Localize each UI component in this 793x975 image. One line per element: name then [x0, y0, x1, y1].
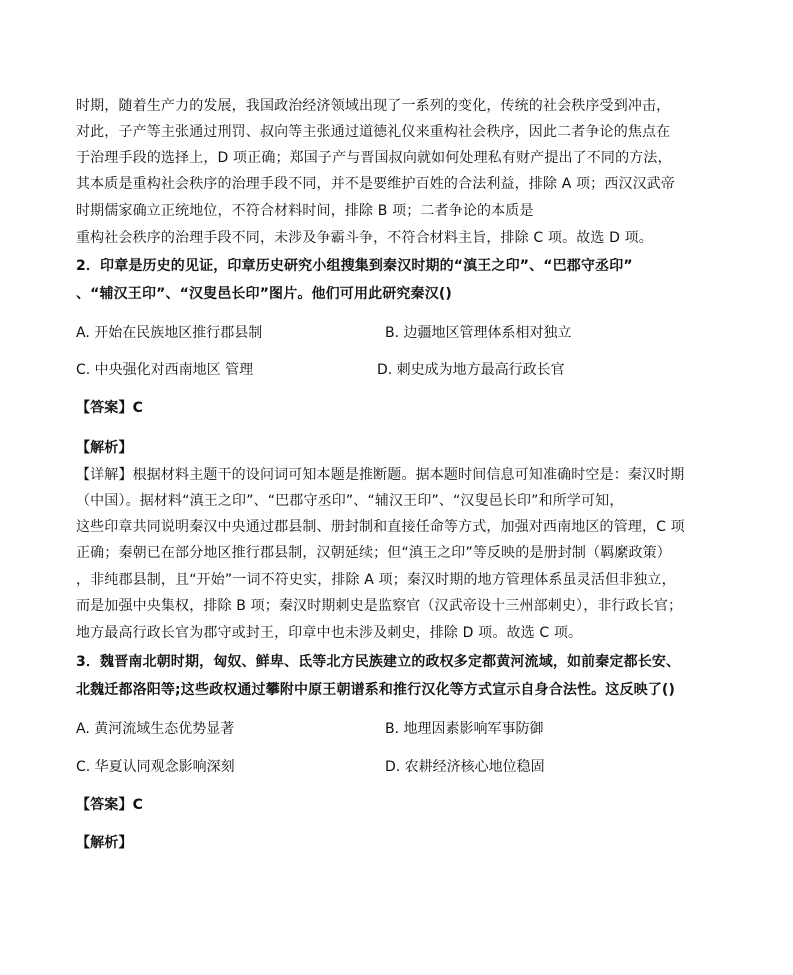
- q2-option-b: B. 边疆地区管理体系相对独立: [385, 325, 572, 341]
- q2-analysis-line-4: 正确；秦朝已在部分地区推行郡县制，汉朝延续；但“滇王之印”等反映的是册封制（羁縻政策）: [76, 545, 671, 561]
- para1-line-5: 时期儒家确立正统地位，不符合材料时间，排除 B 项；二者争论的本质是: [76, 203, 534, 219]
- q2-answer: 【答案】C: [76, 400, 144, 416]
- q2-stem-line-1: 2．印章是历史的见证，印章历史研究小组搜集到秦汉时期的“滇王之印”、“巴郡守丞印”: [76, 258, 633, 274]
- q3-answer: 【答案】C: [76, 797, 144, 813]
- para1-line-1: 时期，随着生产力的发展，我国政治经济领域出现了一系列的变化，传统的社会秩序受到冲击，: [76, 98, 671, 114]
- q2-option-c: C. 中央强化对西南地区 管理: [76, 362, 254, 378]
- q2-analysis-line-6: 而是加强中央集权，排除 B 项；秦汉时期刺史是监察官（汉武帝设十三州部刺史），非行政长官；: [76, 598, 683, 614]
- q3-option-a: A. 黄河流域生态优势显著: [76, 721, 235, 737]
- q2-stem-line-2: 、“辅汉王印”、“汉叟邑长印”图片。他们可用此研究秦汉(): [76, 286, 452, 302]
- q3-option-d: D. 农耕经济核心地位稳固: [385, 759, 545, 775]
- q2-analysis-line-1: 【详解】根据材料主题干的设问词可知本题是推断题。据本题时间信息可知准确时空是：秦汉时期: [76, 467, 685, 483]
- para1-line-2: 对此，子产等主张通过刑罚、叔向等主张通过道德礼仪来重构社会秩序，因此二者争论的焦点在: [76, 124, 671, 140]
- q2-analysis-line-2: （中国）。据材料“滇王之印”、“巴郡守丞印”、“辅汉王印”、“汉叟邑长印”和所学可知，: [76, 493, 624, 509]
- q3-option-b: B. 地理因素影响军事防御: [385, 721, 544, 737]
- q2-analysis-line-3: 这些印章共同说明秦汉中央通过郡县制、册封制和直接任命等方式，加强对西南地区的管理，C 项: [76, 519, 685, 535]
- q2-analysis-line-5: ，非纯郡县制，且“开始”一词不符史实，排除 A 项；秦汉时期的地方管理体系虽灵活但非独立，: [76, 572, 676, 588]
- para1-line-6: 重构社会秩序的治理手段不同，未涉及争霸斗争，不符合材料主旨，排除 C 项。故选 D 项。: [76, 230, 653, 246]
- q2-option-d: D. 刺史成为地方最高行政长官: [377, 362, 565, 378]
- q2-option-a: A. 开始在民族地区推行郡县制: [76, 325, 263, 341]
- q3-option-c: C. 华夏认同观念影响深刻: [76, 759, 235, 775]
- q2-analysis-line-7: 地方最高行政长官为郡守或封王，印章中也未涉及刺史，排除 D 项。故选 C 项。: [76, 625, 583, 641]
- para1-line-3: 于治理手段的选择上，D 项正确；郑国子产与晋国叔向就如何处理私有财产提出了不同的方法，: [76, 150, 672, 166]
- q3-analysis-label: 【解析】: [76, 835, 133, 851]
- q3-stem-line-2: 北魏迁都洛阳等;这些政权通过攀附中原王朝谱系和推行汉化等方式宣示自身合法性。这反映了(): [76, 682, 675, 698]
- q2-analysis-label: 【解析】: [76, 440, 133, 456]
- para1-line-4: 其本质是重构社会秩序的治理手段不同，并不是要维护百姓的合法利益，排除 A 项；西汉汉武帝: [76, 176, 676, 192]
- q3-stem-line-1: 3．魏晋南北朝时期，匈奴、鲜卑、氐等北方民族建立的政权多定都黄河流域，如前秦定都长安、: [76, 654, 681, 670]
